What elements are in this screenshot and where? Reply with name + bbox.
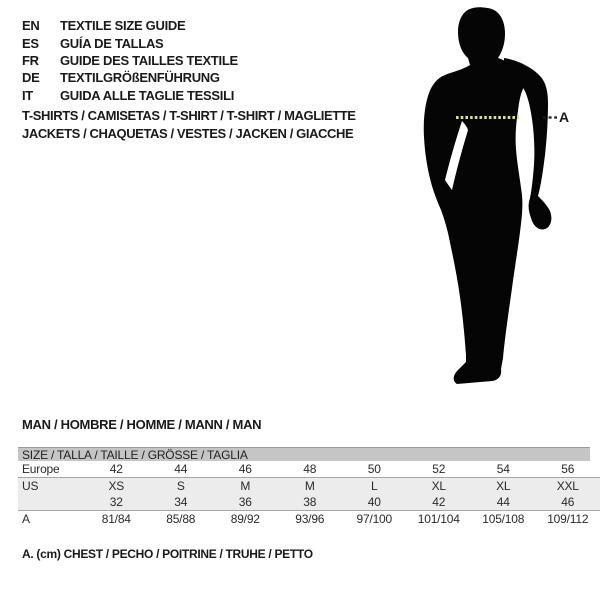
table-cell: 81/84 xyxy=(101,511,131,526)
language-label: GUIDA ALLE TAGLIE TESSILI xyxy=(60,87,235,103)
language-code: ES xyxy=(22,35,39,51)
table-cell: 42 xyxy=(109,461,123,476)
table-cell: 97/100 xyxy=(356,511,392,526)
row-label: US xyxy=(22,478,39,493)
table-row xyxy=(18,494,600,511)
table-cell: 54 xyxy=(496,461,510,476)
language-code: EN xyxy=(22,18,40,34)
table-cell: 56 xyxy=(561,461,575,476)
table-cell: 32 xyxy=(109,494,123,509)
measure-label-a: A xyxy=(559,109,570,125)
language-label: GUIDE DES TAILLES TEXTILE xyxy=(60,52,238,68)
row-label: A xyxy=(22,511,30,526)
language-label: TEXTILE SIZE GUIDE xyxy=(60,18,186,34)
table-cell: 109/112 xyxy=(547,511,589,526)
table-cell: 34 xyxy=(174,494,188,509)
language-label: TEXTILGRÖßENFÜHRUNG xyxy=(60,70,220,86)
table-cell: M xyxy=(240,478,251,493)
table-cell: 89/92 xyxy=(230,511,260,526)
table-cell: XS xyxy=(108,478,125,493)
table-cell: XL xyxy=(431,478,446,493)
table-cell: 101/104 xyxy=(417,511,460,526)
language-code: FR xyxy=(22,52,39,68)
table-row xyxy=(18,461,600,478)
table-cell: 44 xyxy=(174,461,188,476)
size-table xyxy=(18,447,600,527)
table-cell: 105/108 xyxy=(482,511,525,526)
table-cell: 38 xyxy=(303,494,317,509)
table-cell: 48 xyxy=(303,461,317,476)
table-cell: S xyxy=(176,478,185,493)
measurement-footnote: A. (cm) CHEST / PECHO / POITRINE / TRUHE / PETTO xyxy=(22,547,313,561)
section-title: MAN / HOMBRE / HOMME / MANN / MAN xyxy=(22,417,262,432)
table-row xyxy=(18,511,600,528)
category-line: T-SHIRTS / CAMISETAS / T-SHIRT / T-SHIRT / MAGLIETTE xyxy=(22,108,356,123)
size-table-header: SIZE / TALLA / TAILLE / GRÖSSE / TAGLIA xyxy=(18,447,590,461)
table-cell: L xyxy=(371,478,378,493)
table-row xyxy=(18,478,600,495)
language-code: IT xyxy=(22,87,33,103)
table-cell: 36 xyxy=(238,494,252,509)
table-cell: XL xyxy=(496,478,511,493)
row-label: Europe xyxy=(22,461,60,476)
table-cell: 44 xyxy=(496,494,510,509)
table-cell: M xyxy=(304,478,315,493)
table-cell: 46 xyxy=(238,461,252,476)
size-table-body xyxy=(18,461,600,527)
language-code: DE xyxy=(22,70,40,86)
category-line: JACKETS / CHAQUETAS / VESTES / JACKEN / GIACCHE xyxy=(22,125,354,141)
table-cell: 85/88 xyxy=(166,511,196,526)
table-cell: 40 xyxy=(367,494,381,509)
table-cell: 50 xyxy=(367,461,381,476)
table-cell: XXL xyxy=(556,478,579,493)
table-cell: 52 xyxy=(432,461,446,476)
table-cell: 42 xyxy=(432,494,446,509)
language-label: GUÍA DE TALLAS xyxy=(60,35,164,51)
table-cell: 93/96 xyxy=(295,511,325,526)
table-cell: 46 xyxy=(561,494,575,509)
